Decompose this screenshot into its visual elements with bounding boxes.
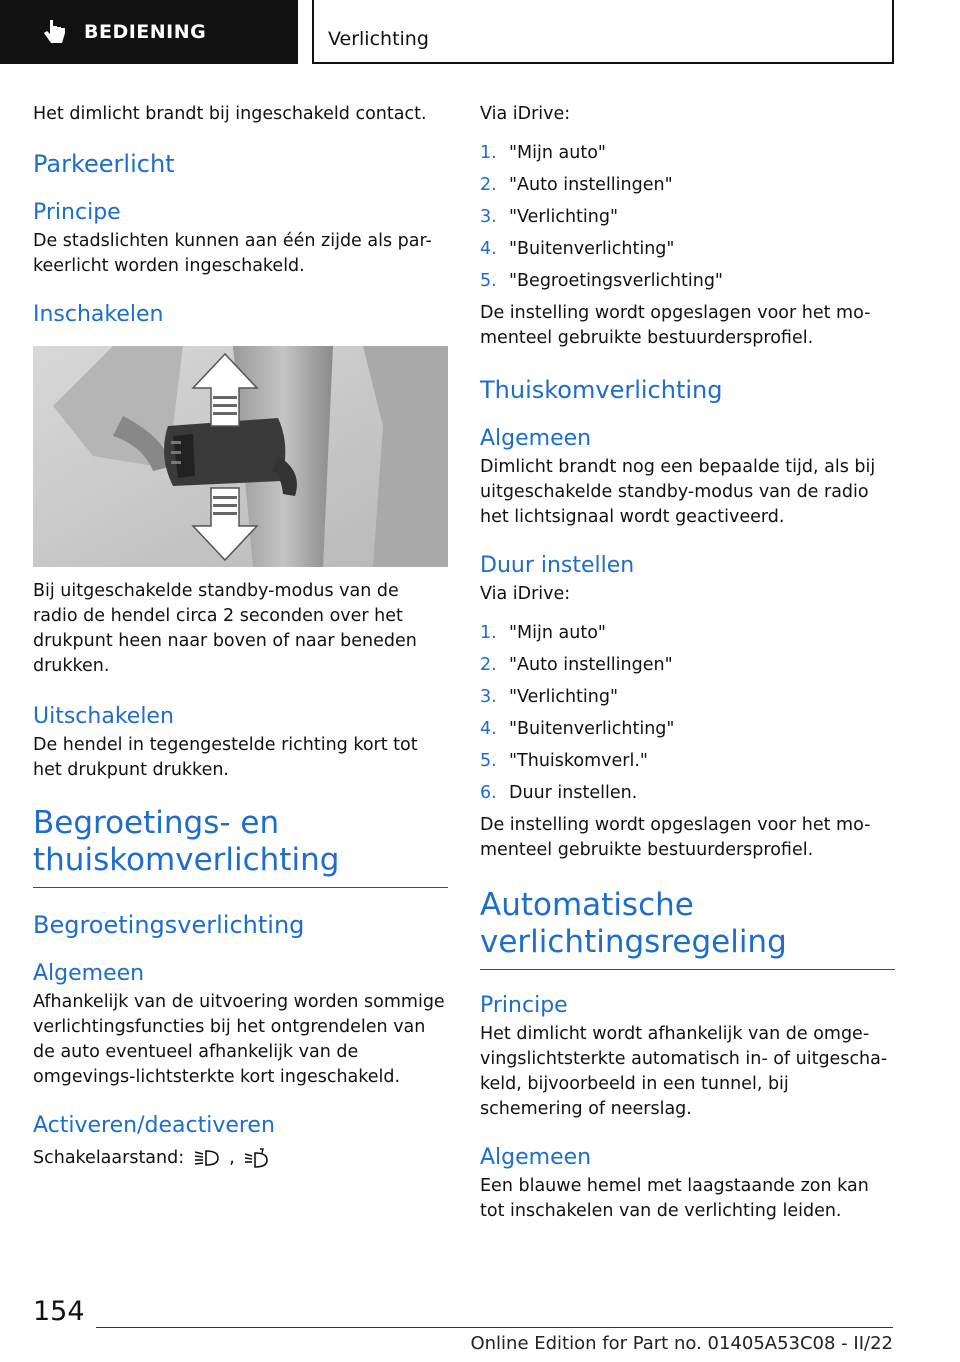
heading-principe-right: Principe — [480, 993, 568, 1018]
heading-begroetingsverlichting: Begroetingsverlichting — [33, 911, 305, 939]
heading-inschakelen: Inschakelen — [33, 302, 164, 327]
touch-hand-icon — [40, 17, 70, 47]
heading-auto-verlichting: Automatische verlichtingsregeling — [480, 887, 787, 960]
principe-text-right: Het dimlicht wordt afhankelijk van de omge-vingslichtsterkte automatisch in- of uitgescha-keld, bijvoorbeeld in een tunnel, bij schemering of neerslag. — [480, 1024, 888, 1119]
principe-text: De stadslichten kunnen aan één zijde als par-keerlicht worden ingeschakeld. — [33, 231, 432, 276]
algemeen-text-left: Afhankelijk van de uitvoering worden sommige verlichtingsfuncties bij het ontgrendelen van de auto eventueel afhankelijk van de omgevings-lichtsterkte kort ingeschakeld. — [33, 992, 445, 1087]
heading-algemeen-right-1: Algemeen — [480, 426, 592, 451]
list-item: 4. "Buitenverlichting" — [480, 239, 675, 259]
chapter-title: BEDIENING — [84, 21, 207, 43]
heading-thuiskom: Thuiskomverlichting — [480, 376, 723, 404]
dimlicht-text: Dimlicht brandt nog een bepaalde tijd, als bij uitgeschakelde standby-modus van de radio het lichtsignaal wordt geactiveerd. — [480, 457, 876, 527]
chapter-header — [0, 0, 298, 64]
left-column — [33, 100, 448, 1171]
steps-list-1 — [480, 141, 895, 294]
list-item: 5. "Begroetingsverlichting" — [480, 271, 723, 291]
heading-principe: Principe — [33, 200, 121, 225]
list-item: 3. "Verlichting" — [480, 207, 619, 227]
uitschakelen-text: De hendel in tegengestelde richting kort tot het drukpunt drukken. — [33, 735, 418, 780]
list-item: 3. "Verlichting" — [480, 687, 619, 707]
lever-illustration — [33, 346, 448, 567]
via-idrive-1: Via iDrive: — [480, 104, 571, 124]
topic-title: Verlichting — [328, 28, 429, 50]
footer-rule — [96, 1327, 893, 1328]
list-item: 6. Duur instellen. — [480, 783, 638, 803]
heading-duur: Duur instellen — [480, 553, 635, 578]
list-item: 1. "Mijn auto" — [480, 623, 606, 643]
page-number: 154 — [33, 1296, 85, 1327]
list-item: 2. "Auto instellingen" — [480, 655, 673, 675]
steps-list-2 — [480, 621, 895, 806]
algemeen-text-right: Een blauwe hemel met laagstaande zon kan tot inschakelen van de verlichting leiden. — [480, 1176, 869, 1221]
inschakelen-text: Bij uitgeschakelde standby-modus van de radio de hendel circa 2 seconden over het drukpunt heen naar boven of naar beneden drukken. — [33, 581, 417, 676]
list-item: 4. "Buitenverlichting" — [480, 719, 675, 739]
list-item: 5. "Thuiskomverl." — [480, 751, 648, 771]
section-rule-auto — [480, 887, 895, 970]
heading-activeren: Activeren/deactiveren — [33, 1113, 275, 1138]
heading-parkeerlicht: Parkeerlicht — [33, 150, 175, 178]
opgeslagen-text-2: De instelling wordt opgeslagen voor het mo-menteel gebruikte bestuurdersprofiel. — [480, 815, 871, 860]
topic-header — [312, 0, 894, 64]
heading-algemeen-left: Algemeen — [33, 961, 145, 986]
lever-diagram — [33, 346, 448, 567]
heading-uitschakelen: Uitschakelen — [33, 704, 174, 729]
heading-algemeen-right-2: Algemeen — [480, 1145, 592, 1170]
list-item: 1. "Mijn auto" — [480, 143, 606, 163]
auto-light-symbol-icon — [244, 1148, 270, 1168]
edition-text: Online Edition for Part no. 01405A53C08 - II/22 — [470, 1333, 893, 1354]
schakelaarstand-line — [33, 1146, 448, 1171]
section-rule-begroetings — [33, 805, 448, 888]
comma: , — [229, 1148, 235, 1168]
heading-begroetings: Begroetings- en thuiskomverlichting — [33, 805, 340, 878]
low-beam-symbol-icon — [194, 1148, 220, 1168]
via-idrive-2: Via iDrive: — [480, 584, 571, 604]
intro-text: Het dimlicht brandt bij ingeschakeld contact. — [33, 104, 427, 124]
list-item: 2. "Auto instellingen" — [480, 175, 673, 195]
opgeslagen-text-1: De instelling wordt opgeslagen voor het mo-menteel gebruikte bestuurdersprofiel. — [480, 303, 871, 348]
right-column — [480, 100, 895, 1224]
schakelaarstand-label: Schakelaarstand: — [33, 1148, 185, 1168]
